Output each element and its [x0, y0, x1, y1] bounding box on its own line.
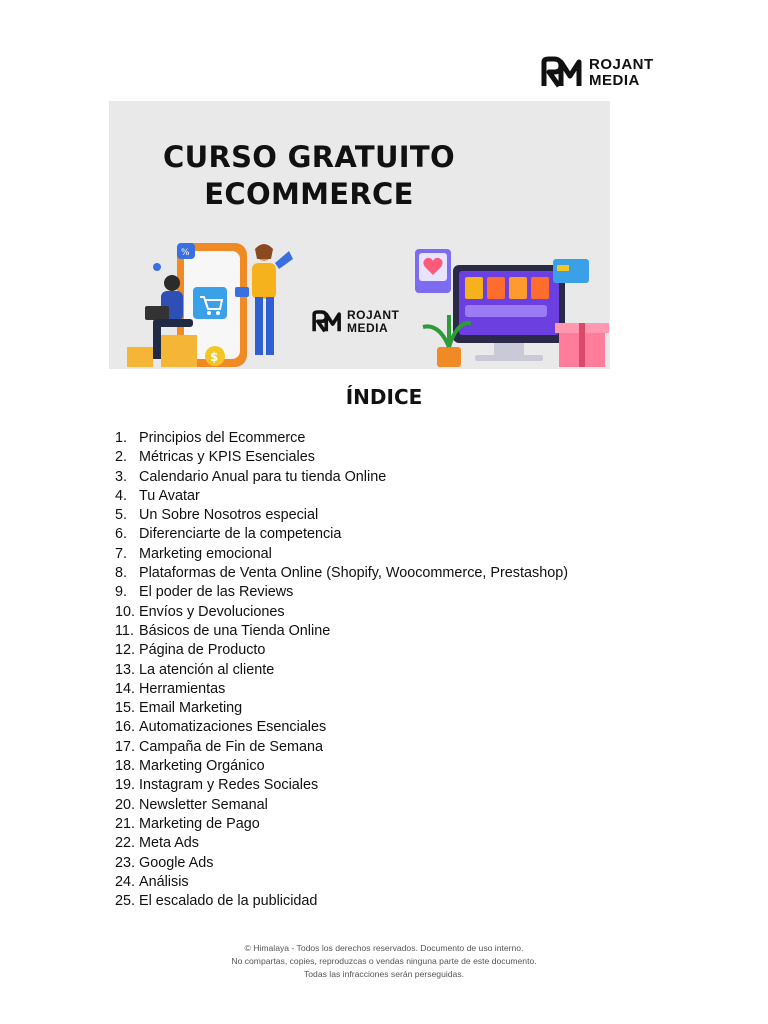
- index-item: [115, 487, 568, 506]
- footer-notice: [0, 942, 768, 981]
- svg-text:%: %: [181, 248, 190, 258]
- index-item-label: Tu Avatar: [139, 487, 200, 504]
- course-banner: [109, 101, 610, 369]
- index-item-label: Página de Producto: [139, 642, 266, 659]
- index-item-number: 7.: [115, 545, 128, 562]
- index-item-label: Calendario Anual para tu tienda Online: [139, 468, 387, 485]
- index-item: [115, 429, 568, 448]
- index-item-number: 21.: [115, 815, 136, 832]
- index-item: [115, 583, 568, 602]
- index-item: [115, 892, 568, 911]
- index-item-number: 23.: [115, 854, 136, 871]
- index-item: [115, 834, 568, 853]
- index-item-number: 2.: [115, 449, 128, 466]
- index-item-number: 14.: [115, 680, 136, 697]
- index-item-label: Plataformas de Venta Online (Shopify, Woocommerce, Prestashop): [139, 565, 568, 582]
- index-item-label: Principios del Ecommerce: [139, 430, 306, 446]
- index-item-label: Marketing de Pago: [139, 815, 260, 832]
- index-item: [115, 854, 568, 873]
- index-item-number: 3.: [115, 468, 128, 485]
- index-item-number: 1.: [115, 430, 128, 446]
- index-item-label: Marketing Orgánico: [139, 758, 265, 775]
- index-item-number: 12.: [115, 642, 136, 659]
- banner-title-line1: CURSO GRATUITO: [163, 140, 455, 174]
- index-item-number: 16.: [115, 719, 136, 736]
- index-item-number: 13.: [115, 661, 136, 678]
- index-item-number: 17.: [115, 738, 136, 755]
- index-item-label: Un Sobre Nosotros especial: [139, 507, 319, 524]
- index-item-label: Newsletter Semanal: [139, 796, 268, 813]
- index-item-label: Básicos de una Tienda Online: [139, 622, 331, 639]
- index-item: [115, 525, 568, 544]
- index-item-number: 25.: [115, 893, 136, 910]
- index-item-label: Meta Ads: [139, 835, 199, 852]
- rojant-media-logo-icon: [312, 309, 342, 335]
- index-item-number: 18.: [115, 758, 136, 775]
- index-item-number: 4.: [115, 487, 128, 504]
- rojant-media-logo-icon: [541, 56, 583, 90]
- index-item: [115, 738, 568, 757]
- index-item-number: 11.: [115, 622, 134, 639]
- index-item-label: Campaña de Fin de Semana: [139, 738, 323, 755]
- brand-logo: [541, 56, 654, 90]
- banner-title-line2: ECOMMERCE: [204, 177, 414, 211]
- index-item: [115, 680, 568, 699]
- svg-text:$: $: [210, 350, 219, 364]
- banner-title: [109, 139, 509, 213]
- footer-line3: Todas las infracciones serán perseguidas.: [303, 969, 465, 979]
- index-item-label: Instagram y Redes Sociales: [139, 777, 319, 794]
- index-item-label: Análisis: [139, 873, 189, 890]
- index-item-label: Herramientas: [139, 680, 226, 697]
- index-item-label: Google Ads: [139, 854, 214, 871]
- index-item-label: Email Marketing: [139, 700, 243, 717]
- banner-logo-line1: ROJANT: [347, 308, 400, 322]
- footer-line1: © Himalaya - Todos los derechos reservados. Documento de uso interno.: [244, 943, 524, 953]
- index-item: [115, 661, 568, 680]
- index-list: [115, 429, 568, 911]
- index-item-number: 10.: [115, 603, 136, 620]
- index-item-number: 8.: [115, 565, 128, 582]
- banner-logo-line2: MEDIA: [347, 321, 389, 335]
- index-item-label: La atención al cliente: [139, 661, 275, 678]
- index-item: [115, 796, 568, 815]
- index-item: [115, 873, 568, 892]
- index-item-label: Métricas y KPIS Esenciales: [139, 449, 315, 466]
- index-item: [115, 603, 568, 622]
- index-item: [115, 506, 568, 525]
- index-item: [115, 448, 568, 467]
- index-item-number: 6.: [115, 526, 128, 543]
- index-item: [115, 545, 568, 564]
- footer-line2: No compartas, copies, reproduzcas o vendas ninguna parte de este documento.: [231, 956, 537, 966]
- index-item: [115, 564, 568, 583]
- index-item-number: 22.: [115, 835, 136, 852]
- index-item: [115, 641, 568, 660]
- index-item-label: El escalado de la publicidad: [139, 893, 318, 910]
- index-item: [115, 699, 568, 718]
- index-item-number: 15.: [115, 700, 136, 717]
- index-item: [115, 776, 568, 795]
- index-item: [115, 757, 568, 776]
- index-item-number: 5.: [115, 507, 128, 524]
- index-item-label: Automatizaciones Esenciales: [139, 719, 327, 736]
- index-item-label: Envíos y Devoluciones: [139, 603, 285, 620]
- index-item-number: 20.: [115, 796, 136, 813]
- index-item: [115, 718, 568, 737]
- index-item-number: 9.: [115, 584, 128, 601]
- index-item-label: Marketing emocional: [139, 545, 272, 562]
- index-item-number: 19.: [115, 777, 136, 794]
- banner-logo: [312, 309, 399, 335]
- index-item-label: Diferenciarte de la competencia: [139, 526, 342, 543]
- index-item: [115, 622, 568, 641]
- index-item-label: El poder de las Reviews: [139, 584, 294, 601]
- index-title: ÍNDICE: [345, 385, 423, 409]
- index-item: [115, 468, 568, 487]
- brand-line1: ROJANT: [589, 56, 654, 73]
- index-item-number: 24.: [115, 873, 136, 890]
- brand-line2: MEDIA: [589, 72, 640, 89]
- index-item: [115, 815, 568, 834]
